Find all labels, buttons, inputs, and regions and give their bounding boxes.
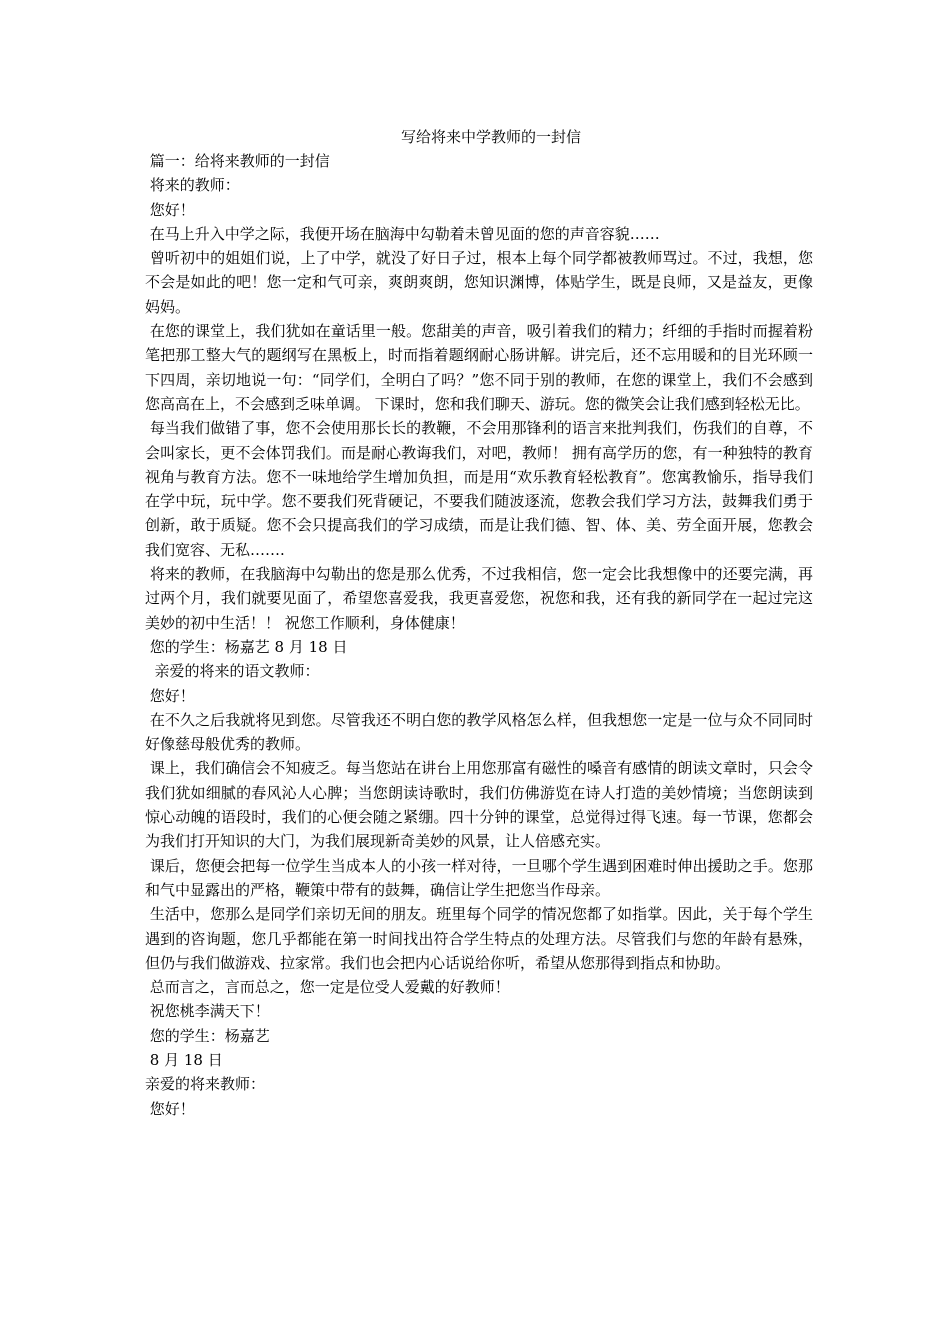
paragraph: 祝您桃李满天下！ xyxy=(145,1002,270,1021)
paragraph: 每当我们做错了事，您不会使用那长长的教鞭，不会用那锋利的语言来批判我们，伤我们的自尊，不会叫家长，更不会体罚我们。而是耐心教诲我们，对吧，教师！ 拥有高学历的您，有一种独特的教育视角与教育方法。您不一味地给学生增加负担，而是用“欢乐教育轻松教育”。您寓教愉乐，指导我们在学中玩，玩中学。您不要我们死背硬记，不要我们随波逐流，您教会我们学习方法，鼓舞我们勇于创新，敢于质疑。您不会只提高我们的学习成绩，而是让我们德、智、体、美、劳全面开展，您教会我们宽容、无私……. xyxy=(145,419,813,559)
paragraph: 您好！ xyxy=(145,686,195,705)
paragraph: 生活中，您那么是同学们亲切无间的朋友。班里每个同学的情况您都了如指掌。因此，关于每个学生遇到的咨询题，您几乎都能在第一时间找出符合学生特点的处理方法。尽管我们与您的年龄有悬殊，但仍与我们做游戏、拉家常。我们也会把内心话说给你听，希望从您那得到指点和协助。 xyxy=(145,905,813,972)
paragraph: 将来的教师，在我脑海中勾勒出的您是那么优秀，不过我相信，您一定会比我想像中的还要完满，再过两个月，我们就要见面了，希望您喜爱我，我更喜爱您，祝您和我，还有我的新同学在一起过完这美妙的初中生活！！ 祝您工作顺利，身体健康！ xyxy=(145,565,813,632)
document-page xyxy=(145,125,813,1121)
paragraph: 总而言之，言而总之，您一定是位受人爱戴的好教师！ xyxy=(145,978,510,997)
paragraph: 在不久之后我就将见到您。尽管我还不明白您的教学风格怎么样，但我想您一定是一位与众不同同时好像慈母般优秀的教师。 xyxy=(145,710,813,754)
paragraph: 亲爱的将来教师： xyxy=(145,1075,266,1094)
paragraph: 8 月 18 日 xyxy=(145,1050,223,1069)
paragraph: 您的学生：杨嘉艺 xyxy=(145,1026,270,1045)
paragraph: 曾听初中的姐姐们说，上了中学，就没了好日子过，根本上每个同学都被教师骂过。不过，我想，您不会是如此的吧！您一定和气可亲，爽朗爽朗，您知识渊博，体贴学生，既是良师，又是益友，更像妈妈。 xyxy=(145,249,813,316)
paragraph: 您好！ xyxy=(145,200,195,219)
paragraph: 您好！ xyxy=(145,1099,195,1118)
paragraph: 亲爱的将来的语文教师： xyxy=(145,662,320,681)
paragraph: 课后，您便会把每一位学生当成本人的小孩一样对待，一旦哪个学生遇到困难时伸出援助之手。您那和气中显露出的严格，鞭策中带有的鼓舞，确信让学生把您当作母亲。 xyxy=(145,856,813,899)
paragraph: 将来的教师： xyxy=(145,176,240,195)
paragraph: 课上，我们确信会不知疲乏。每当您站在讲台上用您那富有磁性的嗓音有感情的朗读文章时，只会令我们犹如细腻的春风沁人心脾；当您朗读诗歌时，我们仿佛游览在诗人打造的美妙情境；当您朗读到惊心动魄的语段时，我们的心便会随之紧绷。四十分钟的课堂，总觉得过得飞速。每一节课，您都会为我们打开知识的大门，为我们展现新奇美妙的风景，让人倍感充实。 xyxy=(145,759,813,851)
paragraph: 在马上升入中学之际，我便开场在脑海中勾勒着未曾见面的您的声音容貌…… xyxy=(145,224,660,243)
paragraph: 篇一：给将来教师的一封信 xyxy=(145,152,330,170)
paragraph: 在您的课堂上，我们犹如在童话里一般。您甜美的声音，吸引着我们的精力；纤细的手指时而握着粉笔把那工整大气的题纲写在黑板上，时而指着题纲耐心肠讲解。讲完后，还不忘用暖和的目光环顾一下四周，亲切地说一句：“同学们，全明白了吗？”您不同于别的教师，在您的课堂上，我们不会感到您高高在上，不会感到乏味单调。 下课时，您和我们聊天、游玩。您的微笑会让我们感到轻松无比。 xyxy=(145,322,813,413)
document-body xyxy=(145,149,813,1121)
paragraph: 您的学生：杨嘉艺 8 月 18 日 xyxy=(145,637,348,656)
document-title: 写给将来中学教师的一封信 xyxy=(400,128,581,146)
